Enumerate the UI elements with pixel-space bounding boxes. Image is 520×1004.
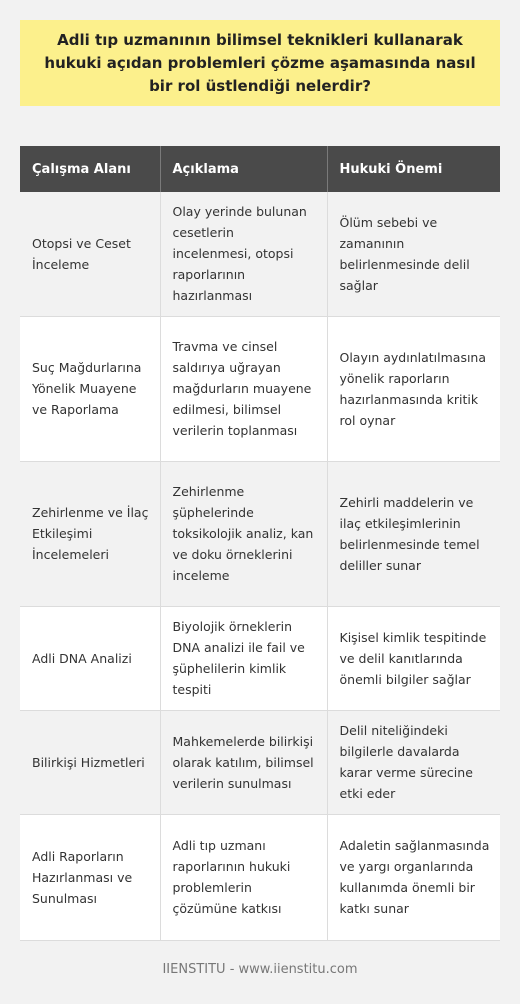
cell-legal-importance: Kişisel kimlik tespitinde ve delil kanıtlarında önemli bilgiler sağlar xyxy=(327,606,500,710)
cell-area: Adli Raporların Hazırlanması ve Sunulması xyxy=(20,814,160,940)
column-header-description: Açıklama xyxy=(160,146,327,192)
table-row xyxy=(20,192,500,316)
cell-area: Otopsi ve Ceset İnceleme xyxy=(20,192,160,316)
cell-legal-importance: Zehirli maddelerin ve ilaç etkileşimlerinin belirlenmesinde temel deliller sunar xyxy=(327,461,500,606)
cell-legal-importance: Ölüm sebebi ve zamanının belirlenmesinde delil sağlar xyxy=(327,192,500,316)
table-row xyxy=(20,461,500,606)
table-row xyxy=(20,606,500,710)
cell-description: Travma ve cinsel saldırıya uğrayan mağdurların muayene edilmesi, bilimsel verilerin toplanması xyxy=(160,316,327,461)
cell-area: Adli DNA Analizi xyxy=(20,606,160,710)
column-header-area: Çalışma Alanı xyxy=(20,146,160,192)
cell-description: Olay yerinde bulunan cesetlerin incelenmesi, otopsi raporlarının hazırlanması xyxy=(160,192,327,316)
page-title: Adli tıp uzmanının bilimsel teknikleri kullanarak hukuki açıdan problemleri çözme aşamasında nasıl bir rol üstlendiği nelerdir? xyxy=(44,30,476,95)
table-row xyxy=(20,710,500,814)
cell-description: Zehirlenme şüphelerinde toksikolojik analiz, kan ve doku örneklerini inceleme xyxy=(160,461,327,606)
cell-description: Biyolojik örneklerin DNA analizi ile fail ve şüphelilerin kimlik tespiti xyxy=(160,606,327,710)
info-table xyxy=(20,146,500,941)
column-header-legal-importance: Hukuki Önemi xyxy=(327,146,500,192)
cell-description: Adli tıp uzmanı raporlarının hukuki problemlerin çözümüne katkısı xyxy=(160,814,327,940)
footer-credit: IIENSTITU - www.iienstitu.com xyxy=(162,962,358,977)
cell-legal-importance: Delil niteliğindeki bilgilerle davalarda karar verme sürecine etki eder xyxy=(327,710,500,814)
cell-area: Suç Mağdurlarına Yönelik Muayene ve Raporlama xyxy=(20,316,160,461)
cell-legal-importance: Adaletin sağlanmasında ve yargı organlarında kullanımda önemli bir katkı sunar xyxy=(327,814,500,940)
cell-legal-importance: Olayın aydınlatılmasına yönelik raporların hazırlanmasında kritik rol oynar xyxy=(327,316,500,461)
table-header-row xyxy=(20,146,500,192)
title-banner xyxy=(20,20,500,106)
table-row xyxy=(20,316,500,461)
table-row xyxy=(20,814,500,940)
cell-area: Zehirlenme ve İlaç Etkileşimi İncelemeleri xyxy=(20,461,160,606)
cell-description: Mahkemelerde bilirkişi olarak katılım, bilimsel verilerin sunulması xyxy=(160,710,327,814)
cell-area: Bilirkişi Hizmetleri xyxy=(20,710,160,814)
